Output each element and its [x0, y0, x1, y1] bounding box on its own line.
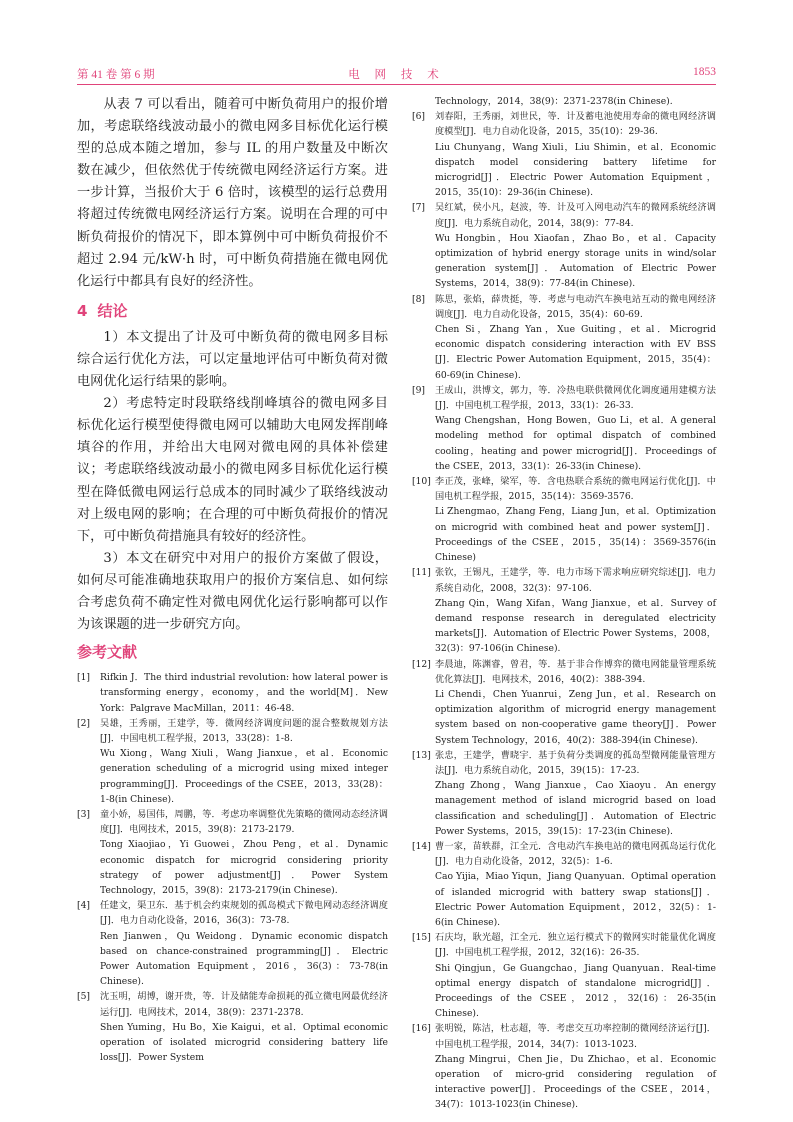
- reference-citation: 沈玉明，胡博，谢开贵，等．计及储能寿命损耗的孤立微电网最优经济运行[J]．电网技术，2014，38(9)：2371-2378.: [100, 991, 388, 1018]
- conclusion-3: 3）本文在研究中对用户的报价方案做了假设，如何尽可能准确地获取用户的报价方案信息、如何综合考虑负荷不确定性对微电网优化运行影响都可以作为该课题的进一步研究方向。: [77, 550, 388, 633]
- reference-translation: Zhang Qin，Wang Xifan，Wang Jianxue，et al．Survey of demand response research in deregulated electricity markets[J]．Automation of Electric Power Systems，2008，32(3)：97-106(in Chinese).: [435, 597, 716, 655]
- reference-body: [435, 657, 716, 748]
- journal-name: 电 网 技 术: [348, 69, 445, 81]
- reference-index: [4]: [77, 900, 91, 912]
- reference-citation: 张钦，王锡凡，王建学，等．电力市场下需求响应研究综述[J]．电力系统自动化，2008，32(3)：97-106.: [435, 567, 716, 594]
- reference-index: [12]: [412, 658, 431, 670]
- page-number: 1853: [693, 66, 716, 78]
- reference-item: [77, 807, 388, 898]
- reference-translation: Zhang Zhong，Wang Jianxue，Cao Xiaoyu．An energy management method of island microgrid based on load classification and scheduling[J]．Automation of Electric Power Systems，2015，39(15)：17-23(in Chinese).: [435, 780, 716, 837]
- references-title: 参考文献: [77, 643, 138, 662]
- section-heading: [77, 301, 388, 321]
- reference-item: [77, 716, 388, 807]
- reference-citation: 李正茂，张峰，梁军，等．含电热联合系统的微电网运行优化[J]．中国电机工程学报，2015，35(14)：3569-3576.: [435, 476, 716, 503]
- reference-body: [435, 930, 716, 1021]
- reference-citation: 李晨迪，陈渊睿，曾君，等．基于非合作博弈的微电网能量管理系统优化算法[J]．电网技术，2016，40(2)：388-394.: [435, 658, 716, 685]
- reference-citation: 吴红斌，侯小凡，赵波，等．计及可入网电动汽车的微网系统经济调度[J]．电力系统自动化，2014，38(9)：77-84.: [435, 202, 716, 229]
- reference-item: [412, 565, 716, 656]
- reference-item: [412, 930, 716, 1021]
- reference-translation: Tong Xiaojiao，Yi Guowei，Zhou Peng，et al．Dynamic economic dispatch for microgrid considering priority strategy of power adjustment[J]．Power System Technology，2015，39(8)：2173-2179(in Chinese).: [100, 839, 388, 896]
- reference-index: [16]: [412, 1023, 431, 1035]
- reference-body: [100, 670, 388, 716]
- reference-body: [435, 748, 716, 839]
- references-list-left: [77, 670, 388, 1065]
- reference-citation: 石庆均，耿光超，江全元．独立运行模式下的微网实时能量优化调度[J]．中国电机工程学报，2012，32(16)：26-35.: [435, 932, 716, 959]
- conclusion-2: 2）考虑特定时段联络线削峰填谷的微电网多目标优化运行模型使得微电网可以辅助大电网发挥削峰填谷的作用，并给出大电网对微电网的具体补偿建议；考虑联络线波动最小的微电网多目标优化运行模型在降低微电网运行总成本的同时减少了联络线波动对上级电网的影响；在合理的可中断负荷报价的情况下，可中断负荷措施具有较好的经济性。: [77, 396, 388, 544]
- right-column: [412, 94, 716, 1113]
- reference-item: [412, 748, 716, 839]
- reference-index: [2]: [77, 717, 91, 729]
- reference-index: [11]: [412, 567, 431, 579]
- references-list-right: [412, 109, 716, 1112]
- reference-translation: Li Chendi，Chen Yuanrui，Zeng Jun，et al．Research on optimization algorithm of microgrid energy management system based on non-cooperative game theory[J]．Power System Technology，2016，40(2)：388-394(in Chinese).: [435, 688, 716, 746]
- conclusion-1: 1）本文提出了计及可中断负荷的微电网多目标综合运行优化方法，可以定量地评估可中断负荷对微电网优化运行结果的影响。: [77, 329, 388, 390]
- reference-body: [435, 839, 716, 930]
- reference-index: [14]: [412, 840, 431, 852]
- reference-index: [7]: [412, 202, 426, 214]
- reference-translation: Shi Qingjun，Ge Guangchao，Jiang Quanyuan．Real-time optimal energy dispatch of standalone microgrid[J]．Proceedings of the CSEE，2012，32(16)：26-35(in Chinese).: [435, 962, 716, 1020]
- reference-item: [412, 1021, 716, 1112]
- reference-translation: Shen Yuming，Hu Bo，Xie Kaigui，et al．Optimal economic operation of isolated microgrid considering battery life loss[J]．Power System: [100, 1021, 388, 1064]
- reference-index: [6]: [412, 111, 426, 123]
- reference-item: [77, 989, 388, 1065]
- reference-translation: Liu Chunyang，Wang Xiuli，Liu Shimin，et al．Economic dispatch model considering battery lifetime for microgrid[J]．Electric Power Automation Equipment，2015，35(10)：29-36(in Chinese).: [435, 141, 716, 199]
- reference-index: [3]: [77, 808, 91, 820]
- reference-item: [412, 474, 716, 565]
- reference-translation: Zhang Mingrui，Chen Jie，Du Zhichao，et al．Economic operation of micro-grid considering regulation of interactive power[J]．Proceedings of the CSEE，2014，34(7)：1013-1023(in Chinese).: [435, 1053, 716, 1111]
- reference-index: [1]: [77, 672, 91, 684]
- reference-citation: 王成山，洪博文，郭力，等．冷热电联供微网优化调度通用建模方法[J]．中国电机工程学报，2013，33(1)：26-33.: [435, 384, 716, 412]
- reference-citation: 曹一家，苗轶群，江全元．含电动汽车换电站的微电网孤岛运行优化[J]．电力自动化设备，2012，32(5)：1-6.: [435, 840, 716, 868]
- left-column: [77, 94, 388, 1065]
- reference-translation: Chen Si，Zhang Yan，Xue Guiting，et al．Microgrid economic dispatch considering interaction with EV BSS [J]．Electric Power Automation Equipment，2015，35(4)：60-69(in Chinese).: [435, 324, 716, 381]
- reference-index: [10]: [412, 476, 431, 488]
- reference-body: [100, 807, 388, 898]
- section-title: 结论: [97, 301, 128, 320]
- reference-body: [100, 716, 388, 807]
- reference-body: [435, 200, 716, 291]
- reference-citation: 陈思，张焰，薛贵挺，等．考虑与电动汽车换电站互动的微电网经济调度[J]．电力自动化设备，2015，35(4)：60-69.: [435, 293, 716, 320]
- reference-body: [435, 474, 716, 565]
- reference-body: [100, 989, 388, 1065]
- reference-citation: 张忠，王建学，曹晓宇．基于负荷分类调度的孤岛型微网能量管理方法[J]．电力系统自动化，2015，39(15)：17-23.: [435, 749, 716, 776]
- reference-citation: 刘春阳，王秀丽，刘世民，等．计及蓄电池使用寿命的微电网经济调度模型[J]．电力自动化设备，2015，35(10)：29-36.: [435, 111, 716, 138]
- reference-body: [435, 292, 716, 383]
- section-number: 4: [77, 301, 88, 320]
- reference-citation: 张明锐，陈洁，杜志超，等．考虑交互功率控制的微网经济运行[J]．中国电机工程学报，2014，34(7)：1013-1023.: [435, 1023, 716, 1050]
- reference-item: [412, 657, 716, 748]
- reference-translation: Wu Xiong，Wang Xiuli，Wang Jianxue，et al．Economic generation scheduling of a microgrid using mixed integer programming[J]．Proceedings of the CSEE，2013，33(28)：1-8(in Chinese).: [100, 748, 388, 805]
- intro-paragraph: 从表 7 可以看出，随着可中断负荷用户的报价增加，考虑联络线波动最小的微电网多目标优化运行模型的总成本随之增加，参与 IL 的用户数量及中断次数在减少，但依然优于传统微电网经济运行方案。进一步计算，当报价大于 6 倍时，该模型的运行总费用将超过传统微电网经济运行方案。说明在合理的可中断负荷报价的情况下，即本算例中可中断负荷报价不超过 2.94 元/kW·h 时，可中断负荷措施在微电网优化运行中都具有良好的经济性。: [77, 97, 388, 289]
- reference-5-continuation: Technology，2014，38(9)：2371-2378(in Chinese).: [435, 96, 673, 107]
- reference-body: [435, 109, 716, 200]
- reference-citation: 童小娇，易国伟，周鹏，等．考虑功率调整优先策略的微网动态经济调度[J]．电网技术，2015，39(8)：2173-2179.: [100, 808, 388, 836]
- reference-item: [412, 200, 716, 291]
- reference-item: [77, 670, 388, 716]
- reference-translation: Cao Yijia，Miao Yiqun，Jiang Quanyuan．Optimal operation of islanded microgrid with battery swap stations[J]．Electric Power Automation Equipment，2012，32(5)：1-6(in Chinese).: [435, 871, 716, 928]
- reference-citation: 任建文，渠卫东．基于机会约束规划的孤岛模式下微电网动态经济调度[J]．电力自动化设备，2016，36(3)：73-78.: [100, 900, 388, 927]
- reference-translation: Wu Hongbin，Hou Xiaofan，Zhao Bo，et al．Capacity optimization of hybrid energy storage units in wind/solar generation system[J]．Automation of Electric Power Systems，2014，38(9)：77-84(in Chinese).: [435, 232, 716, 290]
- reference-index: [9]: [412, 384, 426, 396]
- volume-issue: 第 41 卷 第 6 期: [77, 69, 155, 81]
- reference-index: [13]: [412, 749, 431, 761]
- reference-item: [412, 109, 716, 200]
- reference-body: [435, 1021, 716, 1112]
- reference-citation: 吴雄，王秀丽，王建学，等．微网经济调度问题的混合整数规划方法[J]．中国电机工程学报，2013，33(28)：1-8.: [100, 717, 388, 744]
- reference-item: [412, 383, 716, 474]
- reference-index: [8]: [412, 293, 426, 305]
- reference-index: [15]: [412, 932, 431, 944]
- reference-item: [412, 839, 716, 930]
- reference-translation: Li Zhengmao，Zhang Feng，Liang Jun，et al．Optimization on microgrid with combined heat and power system[J]．Proceedings of the CSEE，2015，35(14)：3569-3576(in Chinese): [435, 506, 716, 564]
- reference-item: [412, 292, 716, 383]
- running-header: [77, 66, 716, 84]
- reference-item: [77, 898, 388, 989]
- reference-translation: Wang Chengshan，Hong Bowen，Guo Li，et al．A general modeling method for optimal dispatch of combined cooling，heating and power microgrid[J]．Proceedings of the CSEE，2013，33(1)：26-33(in Chinese).: [435, 415, 716, 472]
- reference-citation: Rifkin J．The third industrial revolution: how lateral power is transforming energy，economy，and the world[M]．New York：Palgrave MacMillan，2011：46-48.: [100, 672, 388, 714]
- reference-translation: Ren Jianwen，Qu Weidong．Dynamic economic dispatch based on chance-constrained programming[J]．Electric Power Automation Equipment，2016，36(3)：73-78(in Chinese).: [100, 930, 388, 988]
- reference-body: [435, 565, 716, 656]
- reference-body: [435, 383, 716, 474]
- header-rule: [77, 84, 716, 85]
- reference-index: [5]: [77, 991, 91, 1003]
- reference-body: [100, 898, 388, 989]
